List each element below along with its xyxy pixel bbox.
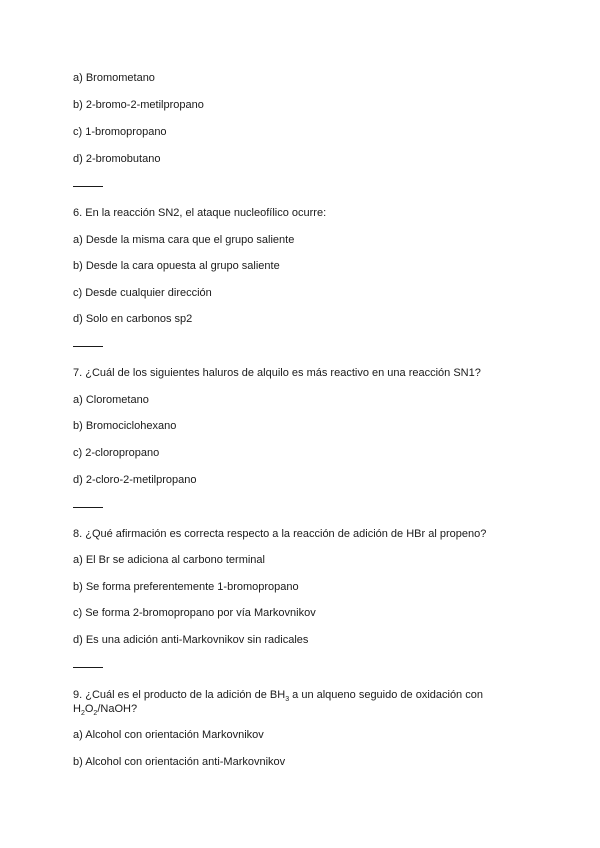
q7-option-b: b) Bromociclohexano <box>73 420 177 432</box>
q9-sub3: 2 <box>93 710 98 718</box>
q8-option-d: d) Es una adición anti-Markovnikov sin radicales <box>73 634 309 646</box>
question-8-text: 8. ¿Qué afirmación es correcta respecto a la reacción de adición de HBr al propeno? <box>73 528 487 540</box>
q9-option-a: a) Alcohol con orientación Markovnikov <box>73 729 264 741</box>
q9-option-b: b) Alcohol con orientación anti-Markovnikov <box>73 756 286 768</box>
q9-part2: a un alqueno seguido de oxidación con H <box>73 689 483 715</box>
q7-option-c: c) 2-cloropropano <box>73 447 160 459</box>
prev-option-c: c) 1-bromopropano <box>73 126 167 138</box>
q9-sub1: 3 <box>285 696 290 704</box>
prev-option-a: a) Bromometano <box>73 72 155 84</box>
question-9-text <box>73 688 543 716</box>
separator-line <box>73 667 103 668</box>
q6-option-b: b) Desde la cara opuesta al grupo saliente <box>73 260 280 272</box>
q9-part1: 9. ¿Cuál es el producto de la adición de BH <box>73 689 286 701</box>
q6-option-a: a) Desde la misma cara que el grupo saliente <box>73 234 295 246</box>
q9-sub2: 2 <box>80 710 85 718</box>
prev-option-d: d) 2-bromobutano <box>73 153 161 165</box>
question-7-text: 7. ¿Cuál de los siguientes haluros de alquilo es más reactivo en una reacción SN1? <box>73 367 481 379</box>
q7-option-d: d) 2-cloro-2-metilpropano <box>73 474 197 486</box>
q7-option-a: a) Clorometano <box>73 394 149 406</box>
q6-option-d: d) Solo en carbonos sp2 <box>73 313 193 325</box>
q8-option-b: b) Se forma preferentemente 1-bromopropano <box>73 581 299 593</box>
prev-option-b: b) 2-bromo-2-metilpropano <box>73 99 204 111</box>
separator-line <box>73 507 103 508</box>
separator-line <box>73 186 103 187</box>
q9-part3: O <box>84 703 94 715</box>
question-6-text: 6. En la reacción SN2, el ataque nucleofílico ocurre: <box>73 207 327 219</box>
q6-option-c: c) Desde cualquier dirección <box>73 287 212 299</box>
separator-line <box>73 346 103 347</box>
q9-part4: /NaOH? <box>97 703 138 715</box>
q8-option-a: a) El Br se adiciona al carbono terminal <box>73 554 265 566</box>
q8-option-c: c) Se forma 2-bromopropano por vía Markovnikov <box>73 607 316 619</box>
